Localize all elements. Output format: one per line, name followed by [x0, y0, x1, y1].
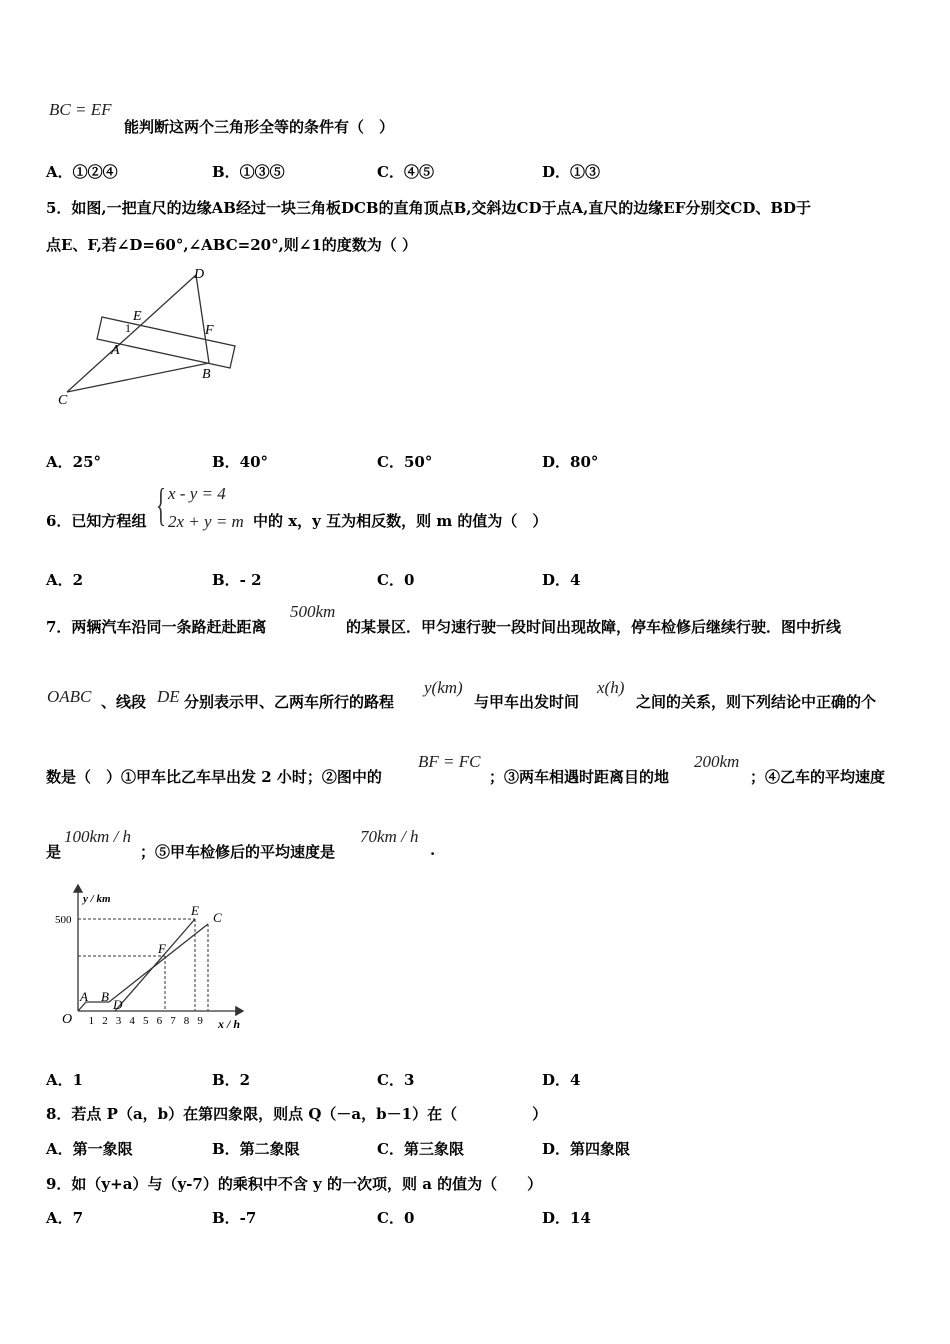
q4-math: BC = EF: [49, 100, 112, 119]
line-db: [196, 275, 209, 363]
q6-brace: {: [156, 479, 166, 530]
q6-option-b: B．- 2: [212, 571, 262, 589]
q8-stem: 8．若点 P（a，b）在第四象限，则点 Q（－a，b－1）在（ ）: [46, 1105, 548, 1123]
label-angle-1: 1: [125, 321, 131, 335]
q5-stem-line2: 点E、F,若∠D=60°,∠ABC=20°,则∠1的度数为（ ）: [46, 236, 418, 254]
q7-math-bf-fc: BF = FC: [418, 752, 481, 771]
q7-option-c: C．3: [377, 1071, 415, 1089]
q6-option-d: D．4: [542, 571, 581, 589]
q8-option-b: B．第二象限: [212, 1140, 300, 1158]
q8-option-d: D．第四象限: [542, 1140, 631, 1158]
q7-math-de: DE: [157, 687, 180, 706]
q4-option-a: A．①②④: [46, 163, 118, 181]
label-d: D: [194, 267, 205, 282]
q9-stem: 9．如（y+a）与（y-7）的乘积中不含 y 的一次项，则 a 的值为（ ）: [46, 1175, 543, 1193]
line-cb: [67, 363, 209, 392]
q6-equation-2: 2x + y = m: [168, 512, 244, 531]
q7-line1-a: 7．两辆汽车沿同一条路赶赴距离: [46, 618, 267, 636]
q5-figure: [50, 262, 250, 412]
q7-line3-a: 数是（ ）①甲车比乙车早出发 2 小时；②图中的: [46, 768, 382, 786]
label-e: E: [133, 309, 142, 324]
q7-math-ykm: y(km): [424, 678, 463, 697]
q4-option-b: B．①③⑤: [212, 163, 285, 181]
q7-option-d: D．4: [542, 1071, 581, 1089]
q5-option-b: B．40°: [212, 453, 269, 471]
label-a: A: [111, 343, 120, 358]
point-b-label: B: [101, 989, 109, 1004]
origin-label: O: [62, 1012, 73, 1027]
q6-equation-1: x - y = 4: [168, 484, 226, 503]
x-tick: 7: [170, 1015, 176, 1027]
x-tick: 6: [156, 1015, 163, 1027]
q7-math-200km: 200km: [694, 752, 740, 771]
x-tick: 5: [143, 1015, 149, 1027]
label-c: C: [58, 393, 68, 408]
q8-option-a: A．第一象限: [46, 1140, 133, 1158]
x-tick: 9: [197, 1015, 203, 1027]
q4-option-d: D．①③: [542, 163, 601, 181]
q6-suffix: 中的 x，y 互为相反数，则 m 的值为（ ）: [253, 512, 548, 530]
q7-math-100kmh: 100km / h: [64, 827, 132, 846]
q8-option-c: C．第三象限: [377, 1140, 464, 1158]
q4-option-c: C．④⑤: [377, 163, 434, 181]
point-c-label: C: [213, 910, 222, 925]
q7-line4-c: .: [430, 841, 436, 859]
q5-option-d: D．80°: [542, 453, 599, 471]
q7-line3-b: ；③两车相遇时距离目的地: [489, 768, 670, 786]
line-de: [115, 919, 195, 1011]
q7-line2-b: 分别表示甲、乙两车所行的路程: [184, 693, 395, 711]
x-axis-label: x / h: [218, 1017, 241, 1031]
x-tick: 4: [129, 1015, 135, 1027]
point-f-label: F: [158, 941, 166, 956]
q6-option-c: C．0: [377, 571, 415, 589]
x-tick: 3: [115, 1015, 122, 1027]
x-tick: 1: [88, 1015, 95, 1027]
q7-line4-b: ；⑤甲车检修后的平均速度是: [140, 843, 336, 861]
q5-option-c: C．50°: [377, 453, 433, 471]
point-a-label: A: [80, 989, 88, 1004]
q9-option-b: B．-7: [212, 1209, 257, 1227]
q6-prefix: 6．已知方程组: [46, 512, 147, 530]
label-f: F: [205, 323, 214, 338]
point-d-label: D: [113, 997, 123, 1012]
q6-option-a: A．2: [46, 571, 84, 589]
q7-line1-b: 的某景区．甲匀速行驶一段时间出现故障，停车检修后继续行驶．图中折线: [346, 618, 842, 636]
point-e-label: E: [191, 903, 199, 918]
label-b: B: [202, 367, 211, 382]
q7-line2-c: 与甲车出发时间: [474, 693, 580, 711]
q9-option-d: D．14: [542, 1209, 591, 1227]
q4-text: 能判断这两个三角形全等的条件有（ ）: [124, 118, 395, 136]
q5-stem-line1: 5．如图,一把直尺的边缘AB经过一块三角板DCB的直角顶点B,交斜边CD于点A,直尺的边缘EF分别交CD、BD于: [46, 199, 812, 217]
q9-option-a: A．7: [46, 1209, 84, 1227]
q7-line4-a: 是: [46, 843, 62, 861]
y-tick-500: 500: [55, 914, 72, 926]
q7-line2-d: 之间的关系，则下列结论中正确的个: [636, 693, 877, 711]
x-tick-labels: [89, 1015, 204, 1027]
q5-option-a: A．25°: [46, 453, 102, 471]
x-tick: 2: [102, 1015, 108, 1027]
q7-math-70kmh: 70km / h: [360, 827, 419, 846]
line-oabc: [78, 924, 208, 1011]
q7-line2-a: 、线段: [101, 693, 147, 711]
q7-line3-c: ；④乙车的平均速度: [750, 768, 886, 786]
x-tick: 8: [183, 1015, 190, 1027]
y-axis-label: y / km: [83, 893, 111, 905]
q7-math-xh: x(h): [597, 678, 625, 697]
q7-math-oabc: OABC: [47, 687, 92, 706]
q7-option-a: A．1: [46, 1071, 84, 1089]
q9-option-c: C．0: [377, 1209, 415, 1227]
q7-math-500km: 500km: [290, 602, 336, 621]
q7-option-b: B．2: [212, 1071, 251, 1089]
q7-graph: [45, 880, 260, 1035]
